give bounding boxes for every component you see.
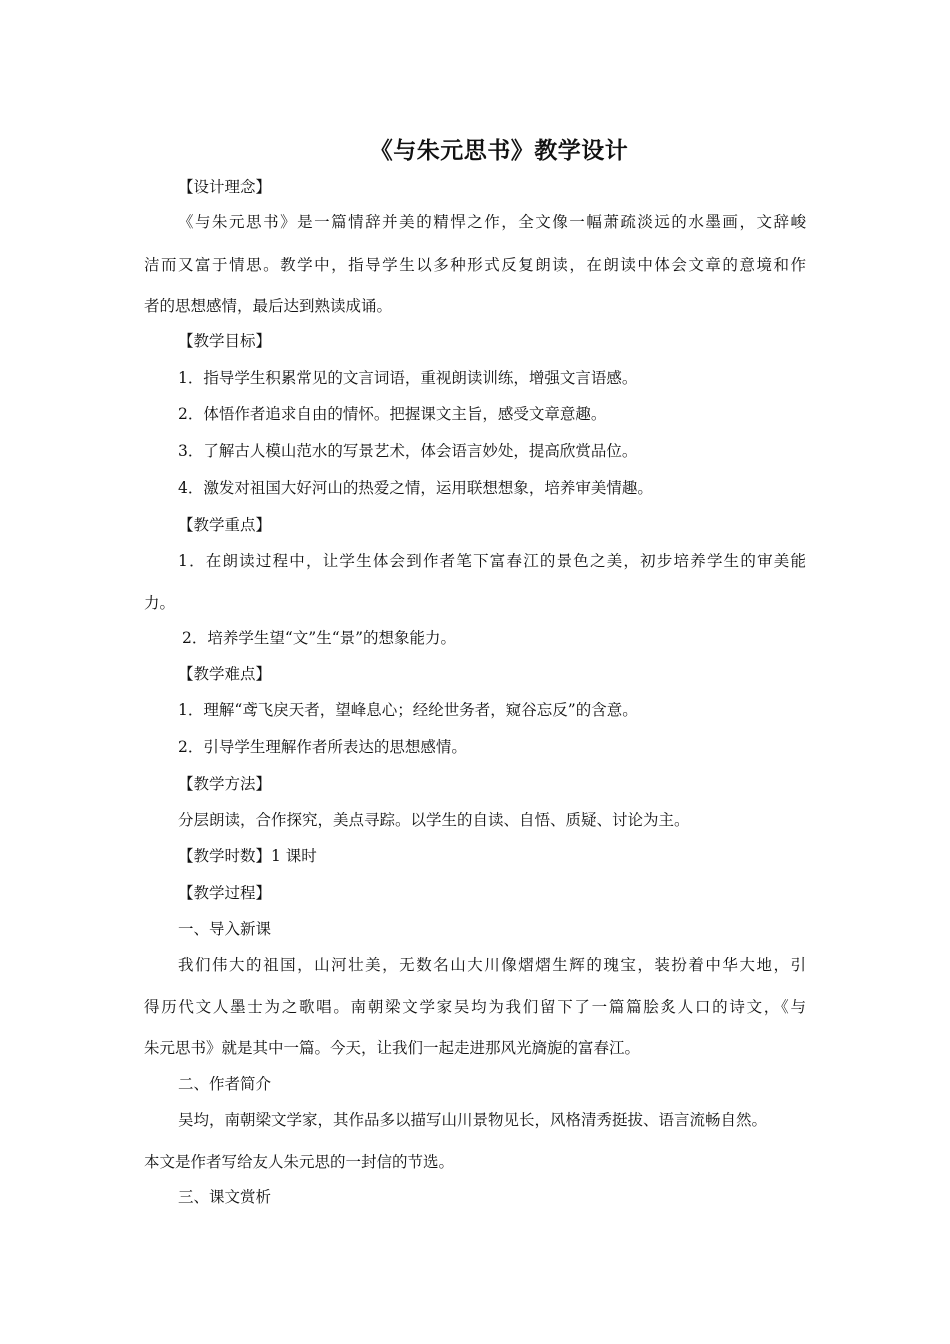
section-heading-process: 【教学过程】 (178, 884, 272, 902)
list-item: 3．了解古人模山范水的写景艺术，体会语言妙处，提高欣赏品位。 (178, 442, 638, 460)
paragraph-line: 分层朗读，合作探究，美点寻踪。以学生的自读、自悟、质疑、讨论为主。 (178, 811, 690, 829)
paragraph-line: 朱元思书》就是其中一篇。今天，让我们一起走进那风光旖旎的富春江。 (144, 1039, 641, 1057)
paragraph-line: 吴均，南朝梁文学家，其作品多以描写山川景物见长，风格清秀挺拔、语言流畅自然。 (178, 1111, 768, 1129)
list-item: 4．激发对祖国大好河山的热爱之情，运用联想想象，培养审美情趣。 (178, 479, 653, 497)
section-heading-teaching-goals: 【教学目标】 (178, 332, 272, 350)
paragraph-line: 得历代文人墨士为之歌唱。南朝梁文学家吴均为我们留下了一篇篇脍炙人口的诗文，《与 (144, 998, 806, 1016)
list-item: 1．指导学生积累常见的文言词语，重视朗读训练，增强文言语感。 (178, 369, 638, 387)
list-item: 1．理解“鸢飞戾天者，望峰息心；经纶世务者，窥谷忘反”的含意。 (178, 701, 638, 719)
list-item: 2．培养学生望“文”生“景”的想象能力。 (182, 629, 457, 647)
paragraph-line: 我们伟大的祖国，山河壮美，无数名山大川像熠熠生辉的瑰宝，装扮着中华大地，引 (178, 956, 806, 974)
document-title: 《与朱元思书》教学设计 (369, 137, 629, 164)
section-heading-hours: 【教学时数】1 课时 (178, 847, 317, 865)
subsection-heading: 二、作者简介 (178, 1075, 272, 1093)
subsection-heading: 三、课文赏析 (178, 1188, 272, 1206)
section-heading-key-points: 【教学重点】 (178, 516, 272, 534)
paragraph-line: 者的思想感情，最后达到熟读成诵。 (144, 297, 393, 315)
paragraph-line: 力。 (144, 594, 176, 612)
list-item: 2．引导学生理解作者所表达的思想感情。 (178, 738, 467, 756)
section-heading-design-concept: 【设计理念】 (178, 178, 272, 196)
paragraph-line: 《与朱元思书》是一篇情辞并美的精悍之作，全文像一幅萧疏淡远的水墨画，文辞峻 (178, 213, 806, 231)
list-item: 2．体悟作者追求自由的情怀。把握课文主旨，感受文章意趣。 (178, 405, 607, 423)
subsection-heading: 一、导入新课 (178, 920, 272, 938)
section-heading-difficulties: 【教学难点】 (178, 665, 272, 683)
list-item: 1．在朗读过程中，让学生体会到作者笔下富春江的景色之美，初步培养学生的审美能 (178, 552, 806, 570)
paragraph-line: 洁而又富于情思。教学中，指导学生以多种形式反复朗读，在朗读中体会文章的意境和作 (144, 256, 806, 274)
paragraph-line: 本文是作者写给友人朱元思的一封信的节选。 (144, 1153, 455, 1171)
section-heading-methods: 【教学方法】 (178, 775, 272, 793)
